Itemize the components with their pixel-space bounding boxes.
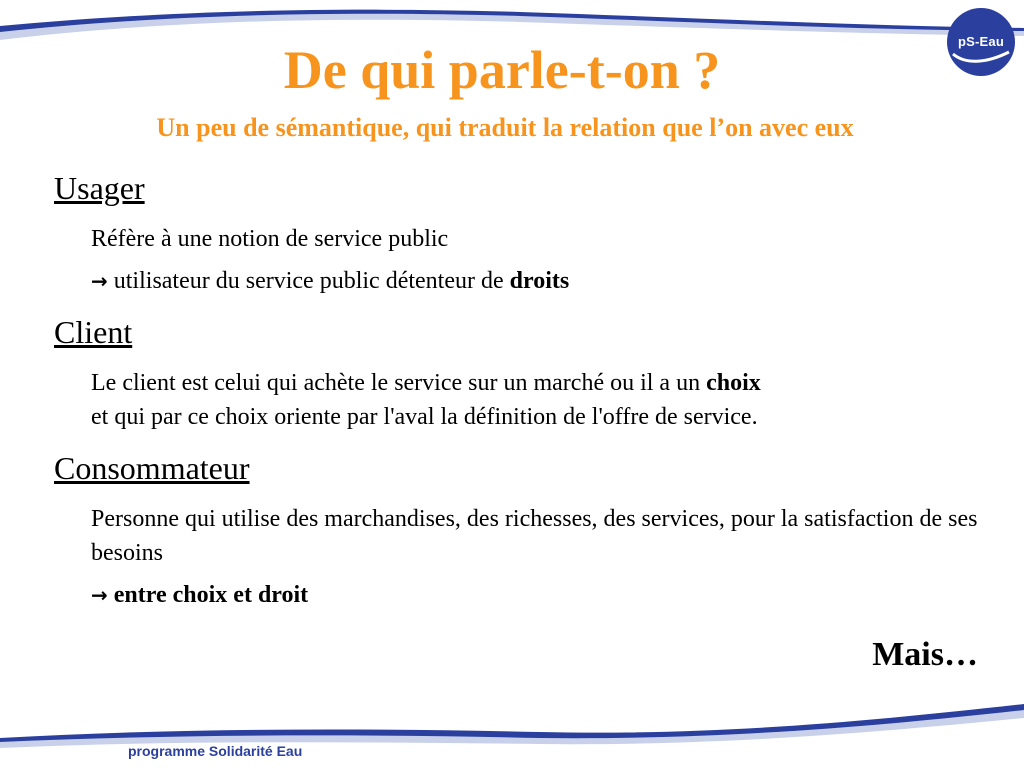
arrow-right-icon: → — [91, 583, 108, 607]
slide-subtitle: Un peu de sémantique, qui traduit la relation que l’on avec eux — [156, 113, 854, 142]
consommateur-conclusion-bold: entre choix et droit — [113, 582, 309, 608]
usager-conclusion-bold: droits — [509, 268, 570, 294]
arrow-right-icon: → — [91, 269, 108, 293]
client-definition-text: Le client est celui qui achète le service sur un marché ou il a un — [91, 370, 707, 396]
client-definition-text-2: et qui par ce choix oriente par l'aval la définition de l'offre de service. — [91, 404, 758, 430]
section-heading-consommateur: Consommateur — [54, 450, 250, 486]
closing-text: Mais… — [872, 636, 978, 673]
usager-definition-text: Réfère à une notion de service public — [91, 226, 449, 252]
usager-conclusion — [91, 264, 984, 298]
slide-content — [54, 168, 984, 612]
usager-definition — [91, 222, 984, 256]
section-heading-usager: Usager — [54, 170, 145, 206]
client-definition-bold: choix — [706, 370, 761, 396]
logo-text: pS-Eau — [958, 34, 1004, 49]
consommateur-definition — [91, 502, 984, 570]
usager-conclusion-text: utilisateur du service public détenteur de — [107, 268, 510, 294]
section-heading-client: Client — [54, 314, 133, 350]
consommateur-conclusion — [91, 578, 984, 612]
consommateur-definition-text: Personne qui utilise des marchandises, des richesses, des services, pour la satisfaction de ses besoins — [91, 506, 978, 566]
slide-title: De qui parle-t-on ? — [283, 40, 721, 100]
client-definition — [91, 366, 984, 434]
footer-text: programme Solidarité Eau — [128, 743, 303, 759]
